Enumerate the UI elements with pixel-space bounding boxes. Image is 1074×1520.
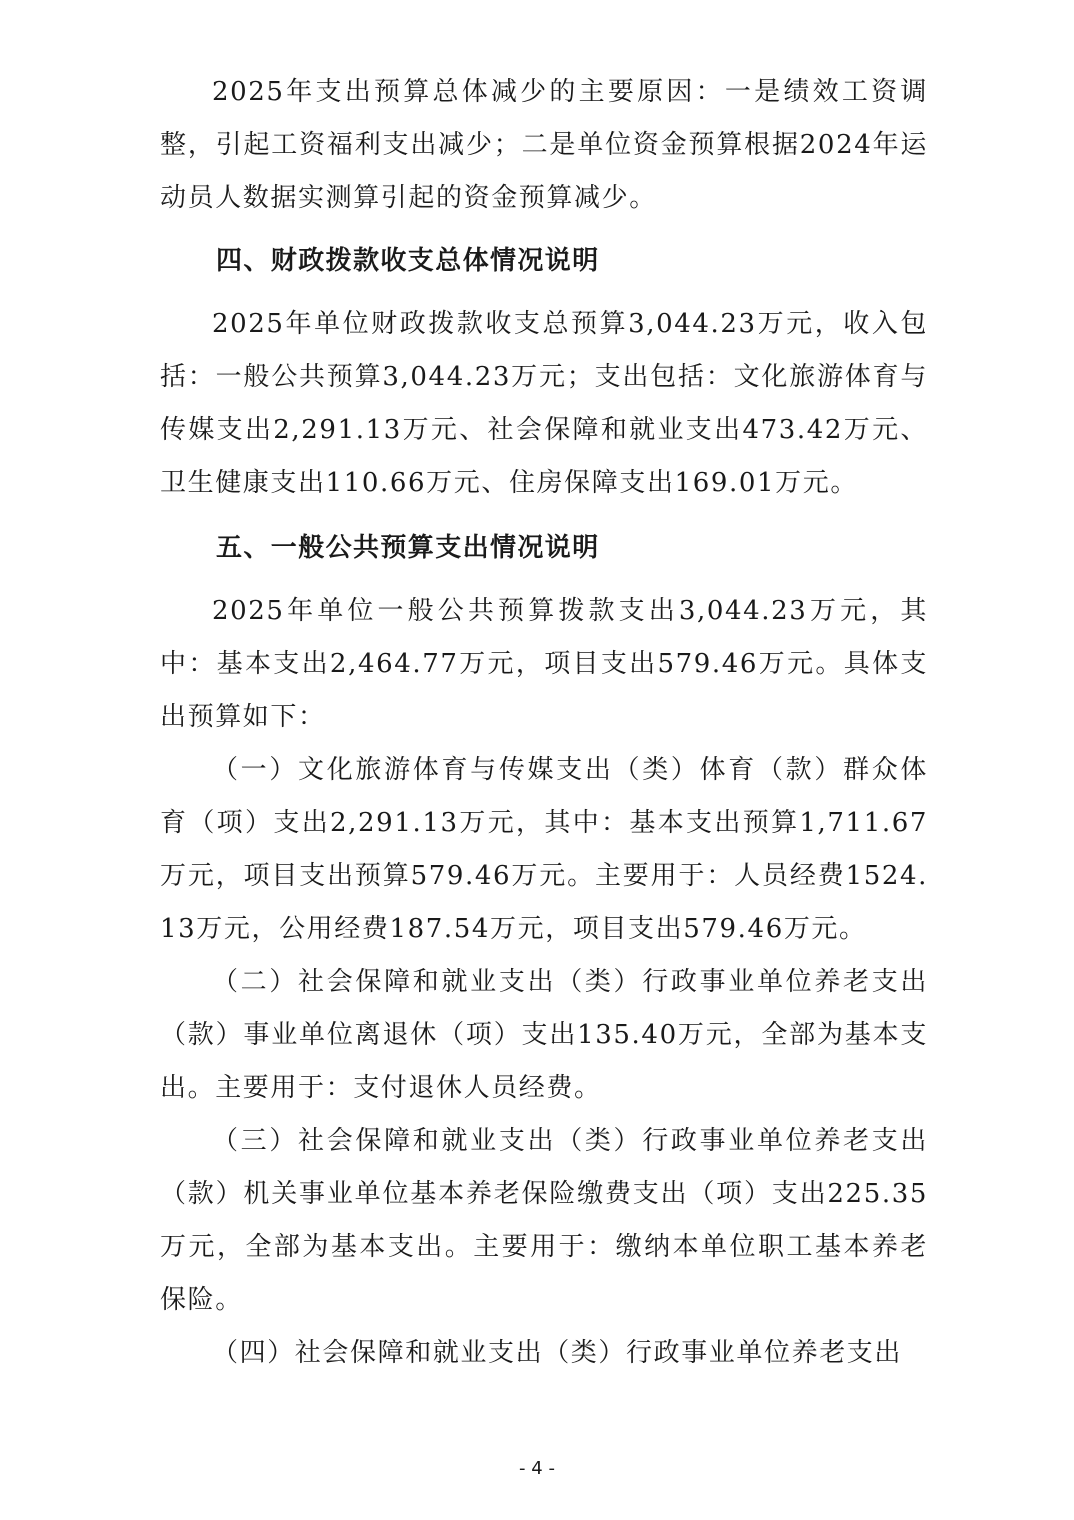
paragraph-item-3-pension-insurance: （三）社会保障和就业支出（类）行政事业单位养老支出（款）机关事业单位基本养老保险缴费支出（项）支出225.35万元，全部为基本支出。主要用于：缴纳本单位职工基本养老保险。 [160, 1126, 928, 1315]
section-heading-general-budget: 五、一般公共预算支出情况说明 [216, 533, 600, 563]
section-heading-fiscal-overview: 四、财政拨款收支总体情况说明 [216, 246, 600, 276]
paragraph-item-2-retirement: （二）社会保障和就业支出（类）行政事业单位养老支出（款）事业单位离退休（项）支出135.40万元，全部为基本支出。主要用于：支付退休人员经费。 [160, 967, 928, 1103]
page-number: - 4 - [519, 1458, 555, 1479]
paragraph-fiscal-overview: 2025年单位财政拨款收支总预算3,044.23万元，收入包括：一般公共预算3,044.23万元；支出包括：文化旅游体育与传媒支出2,291.13万元、社会保障和就业支出473.42万元、卫生健康支出110.66万元、住房保障支出169.01万元。 [160, 309, 928, 498]
paragraph-item-1-culture-sports: （一）文化旅游体育与传媒支出（类）体育（款）群众体育（项）支出2,291.13万元，其中：基本支出预算1,711.67万元，项目支出预算579.46万元。主要用于：人员经费1524.13万元，公用经费187.54万元，项目支出579.46万元。 [160, 755, 928, 944]
spacer [160, 575, 928, 585]
paragraph-budget-decrease-reasons: 2025年支出预算总体减少的主要原因：一是绩效工资调整，引起工资福利支出减少；二是单位资金预算根据2024年运动员人数据实测算引起的资金预算减少。 [160, 77, 928, 213]
spacer [160, 225, 928, 235]
document-body [160, 66, 928, 1380]
paragraph-item-4-partial: （四）社会保障和就业支出（类）行政事业单位养老支出 [212, 1338, 903, 1368]
spacer [160, 288, 928, 298]
spacer [160, 510, 928, 522]
paragraph-general-budget-summary: 2025年单位一般公共预算拨款支出3,044.23万元，其中：基本支出2,464.77万元，项目支出579.46万元。具体支出预算如下： [160, 596, 928, 732]
